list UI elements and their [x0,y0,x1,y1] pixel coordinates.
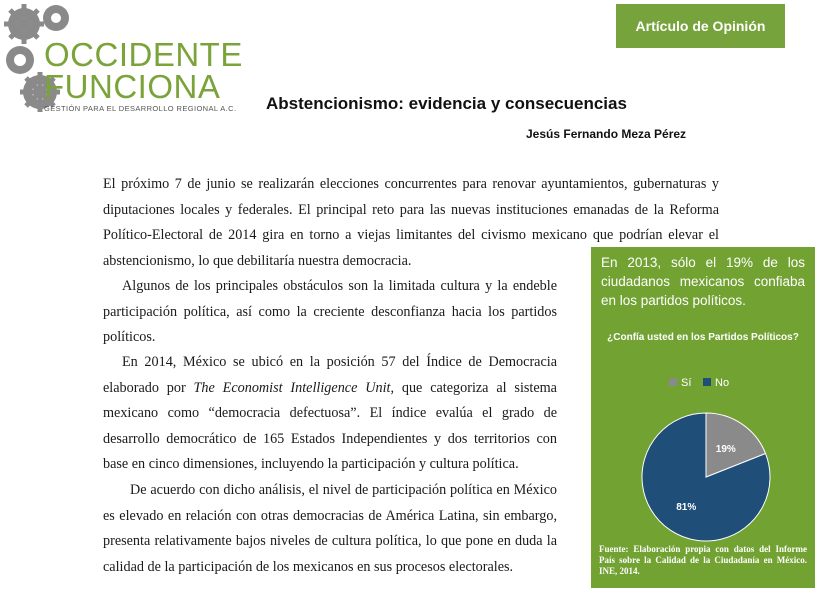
page-title: Abstencionismo: evidencia y consecuencias [266,94,627,113]
sidebar-box [591,247,815,588]
paragraph-2: Algunos de los principales obstáculos son la limitada cultura y la endeble participación política, así como la creciente desconfianza hacia los partidos políticos. [103,278,557,345]
sidebar-headline: En 2013, sólo el 19% de los ciudadanos mexicanos confiaba en los partidos políticos. [601,255,805,308]
paragraph-4: De acuerdo con dicho análisis, el nivel de participación política en México es elevado en relación con otras democracias de América Latina, sin embargo, presenta relativamente bajos niveles de cultura política, lo que pone en duda la calidad de la participación de los mexicanos en sus procesos electorales. [103,482,557,575]
logo-line1: OCCIDENTE [44,36,243,73]
paragraph-3-b: , que categoriza al sistema mexicano como “democracia defectuosa”. El índice evalúa el grado de desarrollo democrático de 165 Estados Independientes y dos territorios con base en cinco dimensiones, incluyendo la participación y cultura política. [103,379,557,472]
pie-chart [591,362,815,542]
source-note: Fuente: Elaboración propia con datos del Informe País sobre la Calidad de la Ciudadanía en México. INE, 2014. [599,544,807,576]
legend-swatch-no [703,378,711,386]
legend-label-no: No [715,377,730,389]
pie-label-si: 19% [715,443,736,455]
paragraph-3 [103,350,557,478]
paragraph-3-a: En 2014, México se ubicó en la posición 57 del Índice de Democracia elaborado por [103,354,557,396]
paragraph-3-italic: The Economist Intelligence Unit [193,379,391,396]
logo [0,0,243,120]
logo-subtitle: GESTIÓN PARA EL DESARROLLO REGIONAL A.C. [44,104,237,113]
section-badge: Artículo de Opinión [616,4,785,48]
paragraph-1: El próximo 7 de junio se realizarán elecciones concurrentes para renovar ayuntamientos, gubernaturas y diputaciones locales y federales. El principal reto para las nuevas instituciones emanadas de la Reforma Político-Electoral de 2014 gira en torno a viejas limitantes del civismo mexicano que podrían elevar el abstencionismo, lo que debilitaría nuestra democracia. [103,176,719,269]
legend-label-si: Sí [681,377,692,389]
logo-line2: FUNCIONA [44,68,221,105]
author: Jesús Fernando Meza Pérez [526,127,687,141]
pie-label-no: 81% [676,502,697,514]
chart-title: ¿Confía usted en los Partidos Políticos? [607,332,799,343]
legend-swatch-si [669,378,677,386]
